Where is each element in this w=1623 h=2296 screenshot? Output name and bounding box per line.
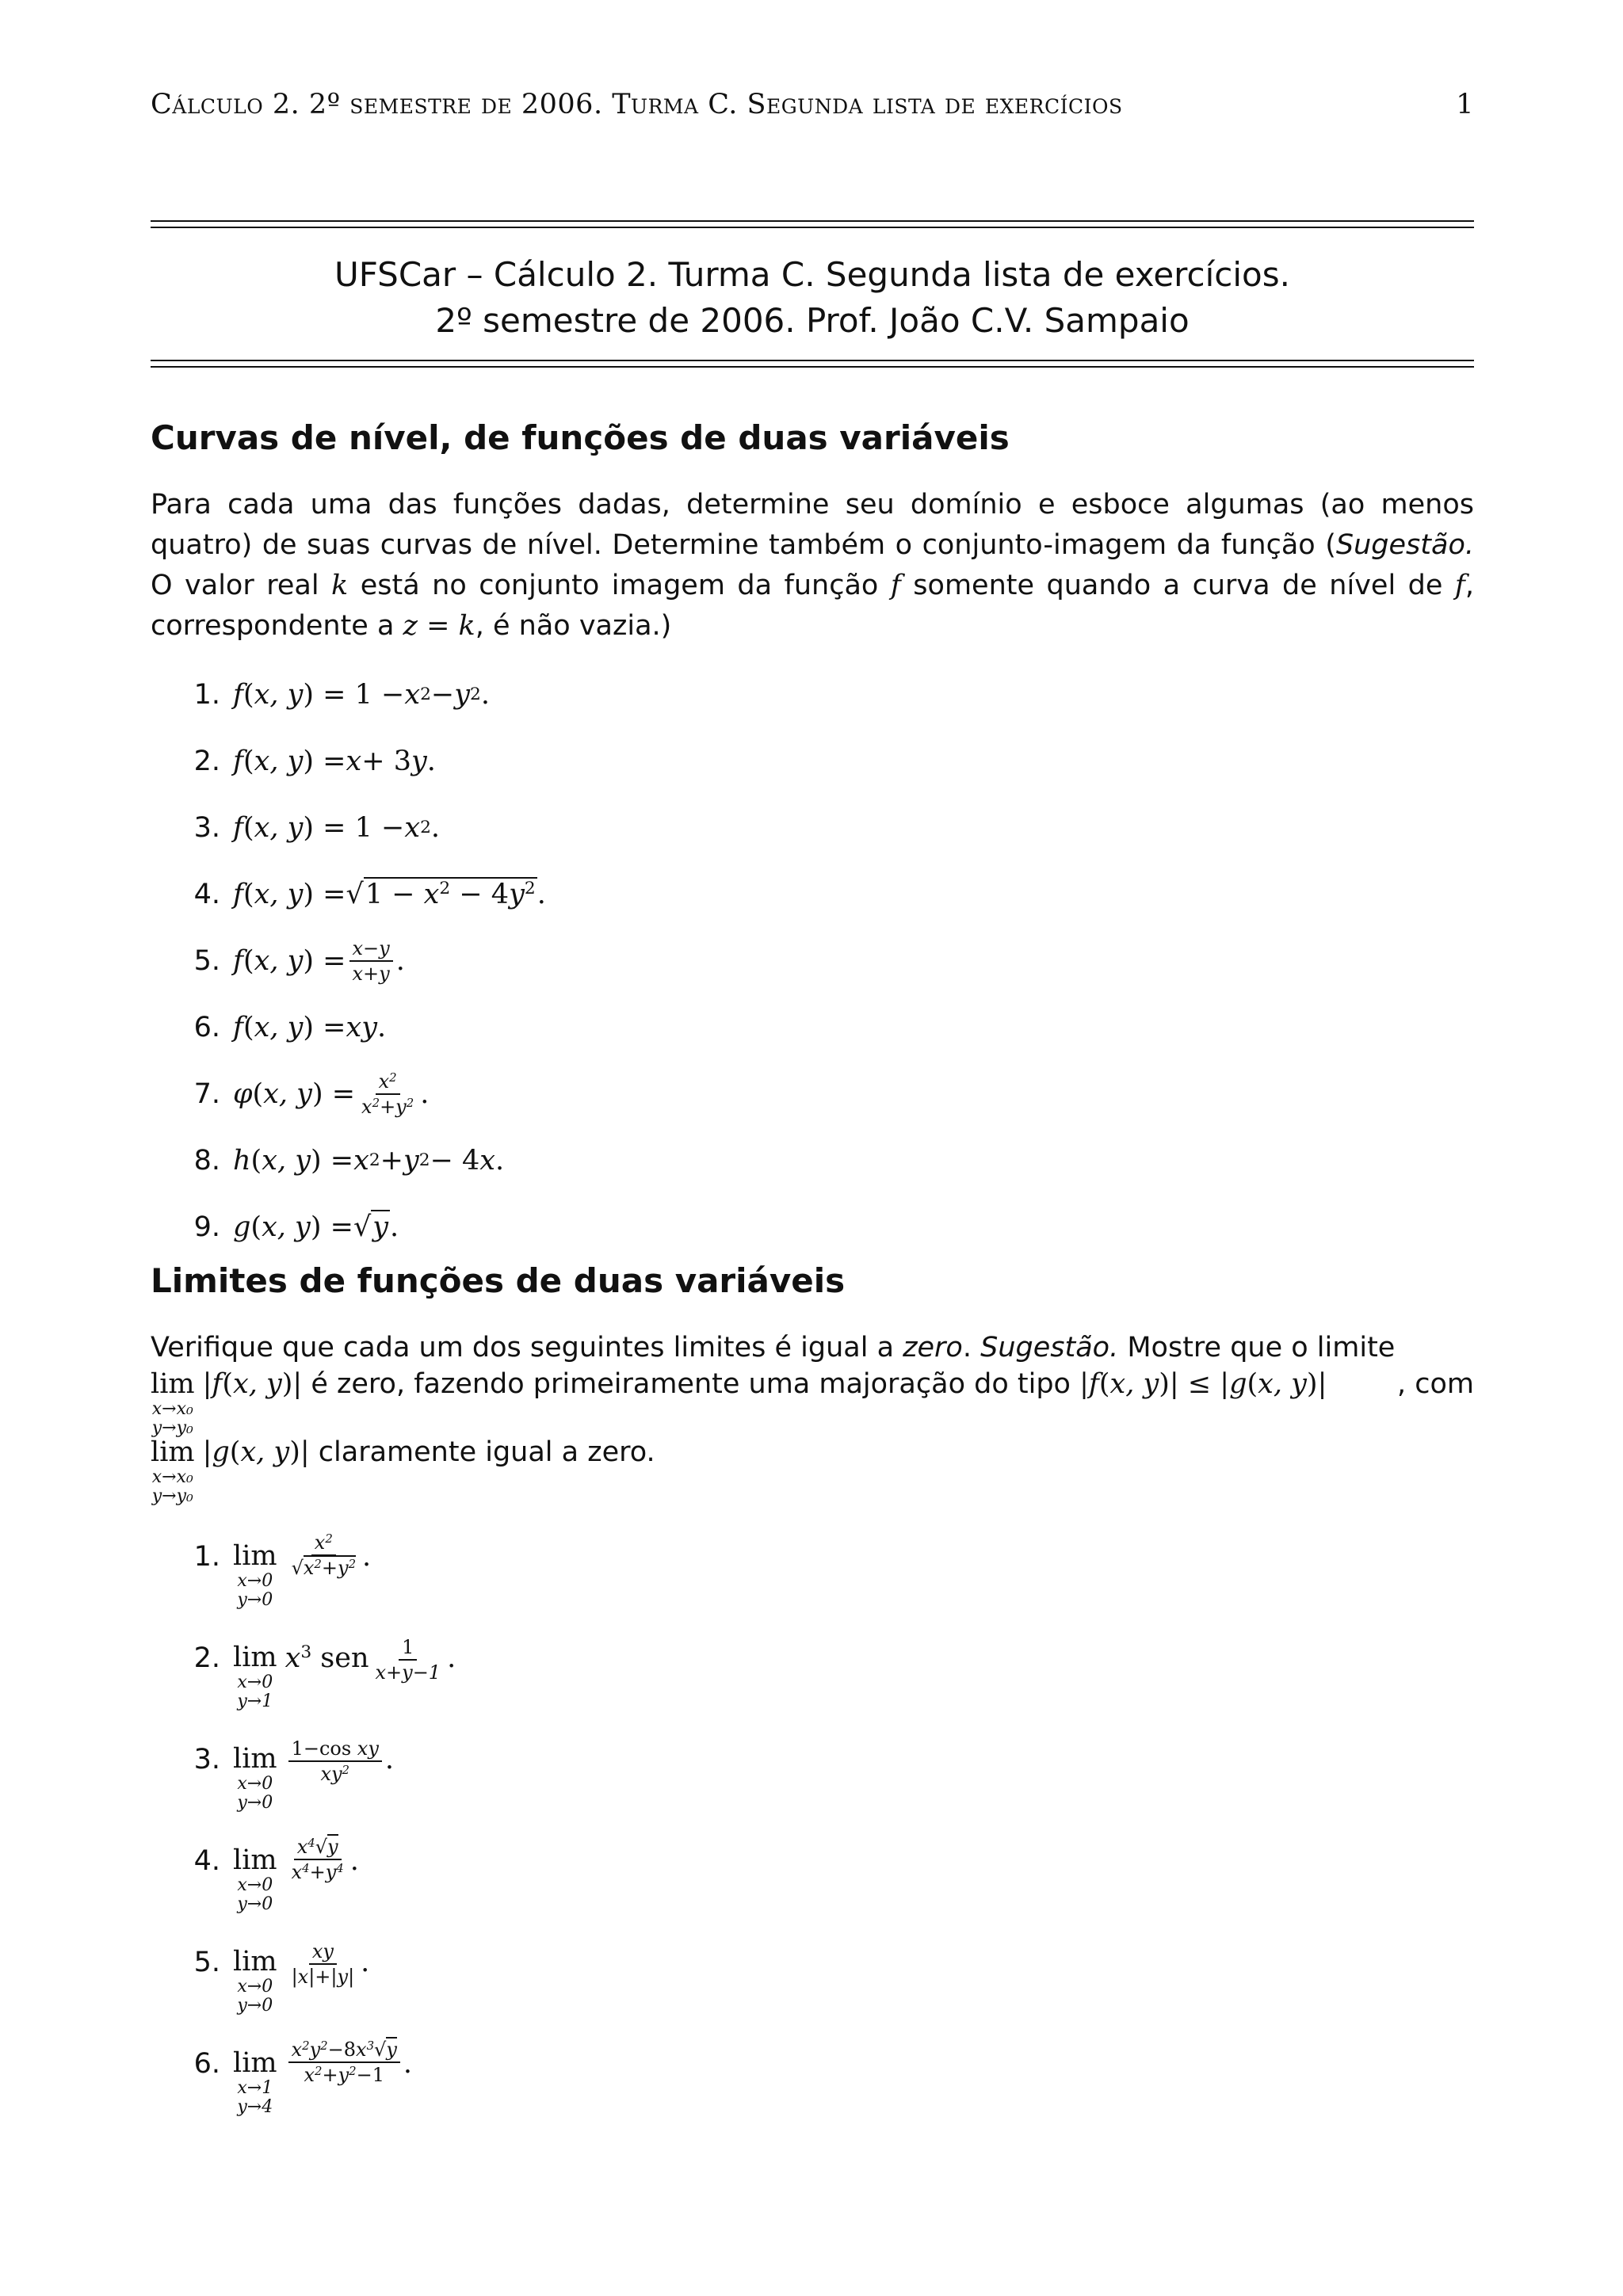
page-number: 1 bbox=[1456, 89, 1474, 120]
list-item: 9. g ( x, y ) = √y . bbox=[193, 1211, 399, 1243]
document-page bbox=[151, 0, 1474, 2296]
limit-exercise-list bbox=[189, 1529, 1219, 2138]
limit-operator: lim x→0 y→0 bbox=[233, 1844, 277, 1914]
top-double-rule bbox=[151, 220, 1474, 228]
fraction: $\frac{xy}{|x|+|y|}$ bbox=[291, 1940, 355, 1989]
list-item: 2. f ( x, y ) = x + 3 y . bbox=[193, 746, 436, 777]
title-line-2: 2º semestre de 2006. Prof. João C.V. Sampaio bbox=[435, 301, 1190, 340]
limit-operator: lim x→0 y→0 bbox=[233, 1946, 277, 2016]
limit-operator: lim x→x₀ y→y₀ bbox=[151, 1436, 195, 1506]
section2-intro: Verifique que cada um dos seguintes limites é igual a zero. Sugestão. Mostre que o limite bbox=[151, 1332, 1396, 1363]
list-item: 5. lim x→0 y→0 $\frac{xy}{|x|+|y|}$ . bbox=[193, 1940, 370, 2016]
section-heading-level-curves: Curvas de nível, de funções de duas variáveis bbox=[151, 418, 1010, 457]
limit-operator: lim x→0 y→0 bbox=[233, 1540, 277, 1610]
bottom-double-rule bbox=[151, 360, 1474, 368]
fraction: $\frac{\text{1−cos xy}}{xy^2}$ bbox=[288, 1738, 382, 1785]
sqrt-symbol: √y bbox=[353, 1211, 389, 1243]
list-item: 7. φ ( x, y ) = $\frac{x^2}{x^2+y^2}$ . bbox=[193, 1070, 430, 1118]
limit-operator: lim x→1 y→4 bbox=[233, 2047, 277, 2117]
limit-operator: lim x→0 y→0 bbox=[233, 1743, 277, 1813]
list-item: 5. f ( x, y ) = $\frac{x-y}{x+y}$ . bbox=[193, 936, 405, 985]
limit-operator: lim x→0 y→1 bbox=[233, 1642, 277, 1711]
list-item: 8. h ( x, y ) = x 2 + y 2 − 4 x . bbox=[193, 1145, 505, 1177]
sqrt-symbol: $√1 - x^2 - 4y^2$ bbox=[346, 879, 536, 910]
list-item: 2. lim x→0 y→1 $x^3$ sen $\frac{1}{x+y-1}$ . bbox=[193, 1636, 456, 1711]
section2-intro-line3: lim x→x₀ y→y₀ |g(x, y)| claramente igual a zero. bbox=[151, 1436, 655, 1506]
list-item: 4. f ( x, y ) = $√1 - x^2 - 4y^2$ . bbox=[193, 879, 546, 910]
fraction: $\frac{x^4√y}{x^4+y^4}$ bbox=[291, 1835, 344, 1884]
list-item: 1. f ( x, y ) = 1 − x 2 − y 2 . bbox=[193, 679, 490, 711]
list-item: 1. lim x→0 y→0 $\frac{x^2}{√x^2+y^2}$ . bbox=[193, 1531, 372, 1610]
list-item: 4. lim x→0 y→0 $\frac{x^4√y}{x^4+y^4}$ . bbox=[193, 1835, 359, 1914]
limit-operator: lim x→x₀ y→y₀ bbox=[151, 1368, 195, 1438]
title-block bbox=[151, 252, 1474, 344]
fraction: $\frac{x-y}{x+y}$ bbox=[349, 938, 393, 985]
fraction: $\frac{x^2}{x^2+y^2}$ bbox=[361, 1070, 414, 1118]
section2-intro-line2: lim x→x₀ y→y₀ |f(x, y)| é zero, fazendo primeiramente uma majoração do tipo |f(x, y)| ≤ |g(x, y)| , com bbox=[151, 1368, 1474, 1438]
section1-intro: Para cada uma das funções dadas, determine seu domínio e esboce algumas (ao menos quatro) de suas curvas de nível. Determine também o conjunto-imagem da função (Sugestão. O valor real k está no conjunto imagem da função f somente quando a curva de nível de f, correspondente a z = k, é não vazia.) bbox=[151, 489, 1474, 642]
fraction: $\frac{x^2y^2-8x^3√y}{x^2+y^2-1}$ bbox=[288, 2039, 400, 2086]
list-item: 3. f ( x, y ) = 1 − x 2 . bbox=[193, 812, 441, 844]
list-item: 6. lim x→1 y→4 $\frac{x^2y^2-8x^3√y}{x^2+y^2-1}$ . bbox=[193, 2038, 413, 2117]
running-head bbox=[151, 89, 1474, 120]
list-item: 3. lim x→0 y→0 $\frac{\text{1−cos xy}}{xy^2}$ . bbox=[193, 1737, 395, 1813]
fraction: $\frac{1}{x+y-1}$ bbox=[375, 1636, 441, 1684]
title-line-1: UFSCar – Cálculo 2. Turma C. Segunda lista de exercícios. bbox=[334, 255, 1290, 294]
level-curve-exercise-list bbox=[189, 662, 1219, 1261]
list-item: 6. f ( x, y ) = xy . bbox=[193, 1012, 387, 1043]
running-head-title: Cálculo 2. 2º semestre de 2006. Turma C. Segunda lista de exercícios bbox=[151, 89, 1123, 120]
fraction: $\frac{x^2}{√x^2+y^2}$ bbox=[291, 1531, 357, 1580]
section-heading-limits: Limites de funções de duas variáveis bbox=[151, 1261, 846, 1300]
